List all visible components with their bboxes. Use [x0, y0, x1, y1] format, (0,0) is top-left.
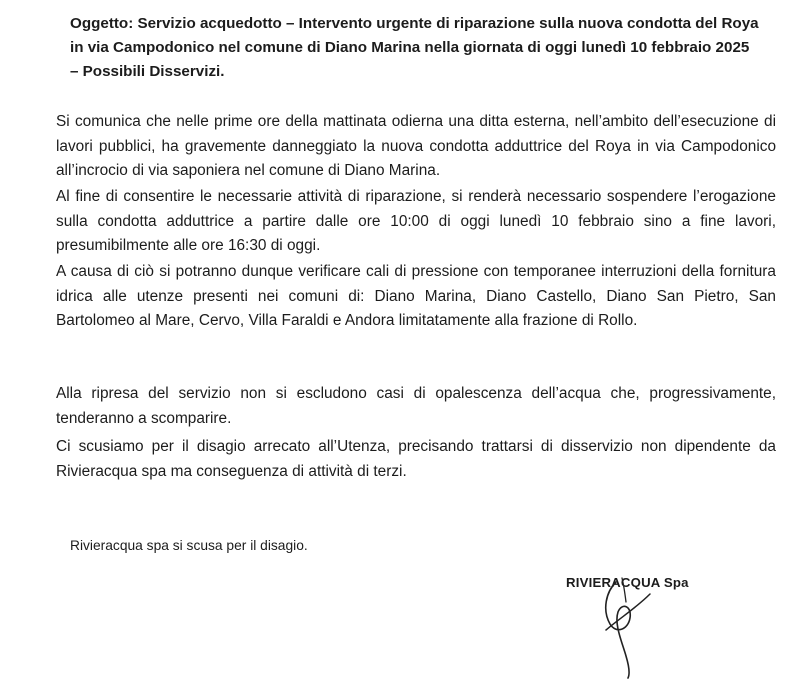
- paragraph-affected-areas: A causa di ciò si potranno dunque verificare cali di pressione con temporanee interruzioni della fornitura idrica alle utenze presenti nei comuni di: Diano Marina, Diano Castello, Diano San Pietro, San Bartolomeo al Mare, Cervo, Villa Faraldi e Andora limitatamente alla frazione di Rollo.: [56, 263, 776, 329]
- paragraph-suspension-schedule: Al fine di consentire le necessarie attività di riparazione, si renderà necessario sospendere l’erogazione sulla condotta adduttrice a partire dalle ore 10:00 di oggi lunedì 10 febbraio sino a fine lavori, presumibilmente alle ore 16:30 di oggi.: [56, 188, 776, 254]
- handwritten-signature: [592, 572, 662, 680]
- closing-line: Rivieracqua spa si scusa per il disagio.: [70, 538, 308, 553]
- paragraph-water-opalescence: Alla ripresa del servizio non si escludono casi di opalescenza dell’acqua che, progressivamente, tenderanno a scomparire.: [56, 385, 776, 427]
- company-name: RIVIERACQUA Spa: [566, 575, 689, 590]
- paragraph-apology: Ci scusiamo per il disagio arrecato all’Utenza, precisando trattarsi di disservizio non dipendente da Rivieracqua spa ma conseguenza di attività di terzi.: [56, 438, 776, 480]
- paragraph-damage-notice: Si comunica che nelle prime ore della mattinata odierna una ditta esterna, nell’ambito dell’esecuzione di lavori pubblici, ha gravemente danneggiato la nuova condotta adduttrice del Roya in via Campodonico all’incrocio di via saponiera nel comune di Diano Marina.: [56, 113, 776, 179]
- document-subject: Oggetto: Servizio acquedotto – Intervento urgente di riparazione sulla nuova condotta del Roya in via Campodonico nel comune di Diano Marina nella giornata di oggi lunedì 10 febbraio 2025 – Possibili Disservizi.: [70, 15, 759, 80]
